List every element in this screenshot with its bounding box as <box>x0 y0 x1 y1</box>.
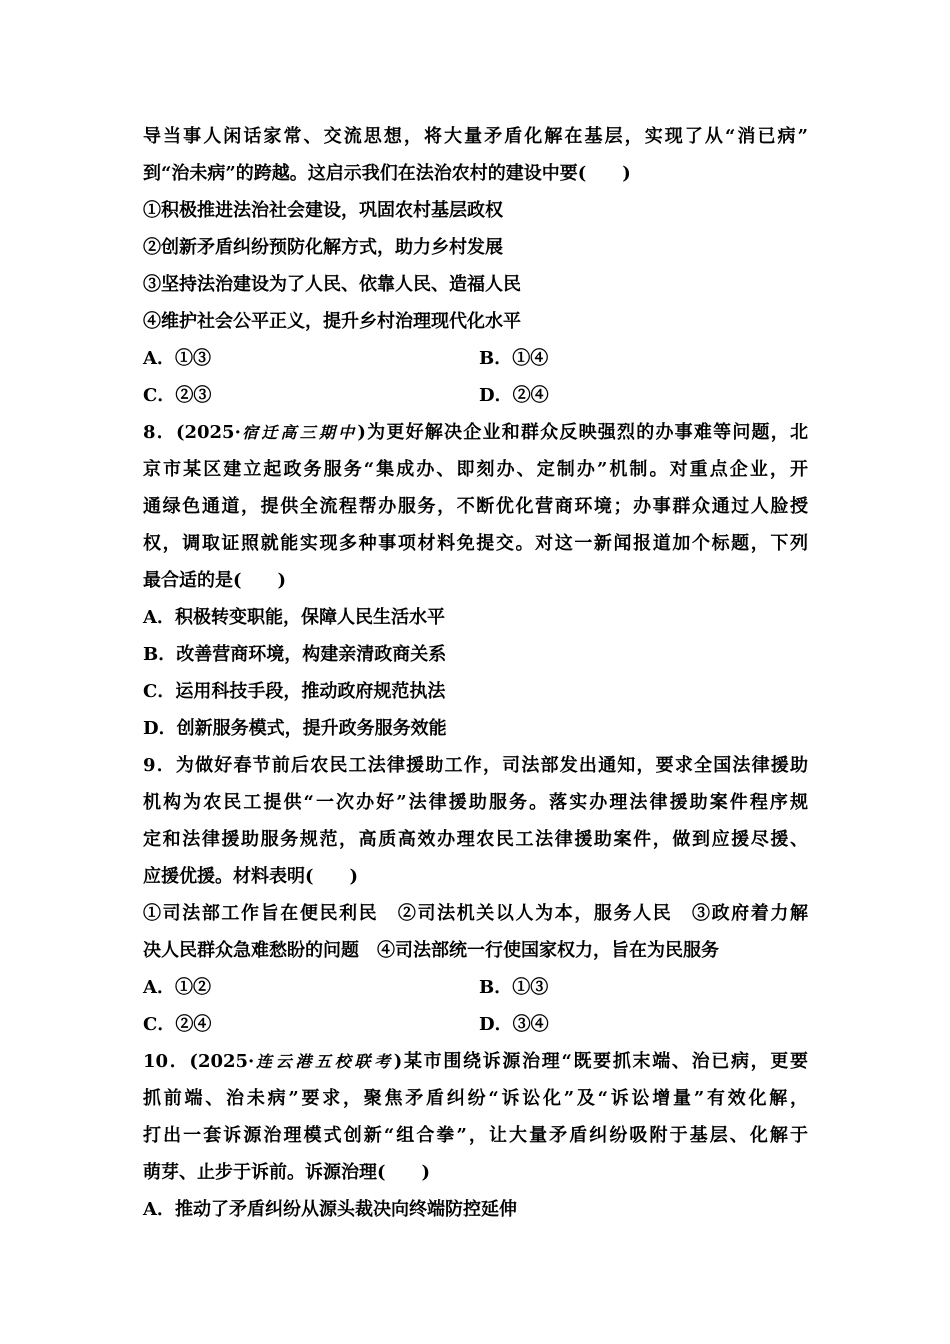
q9-statements-line: ①司法部工作旨在便民利民 ②司法机关以人为本，服务人民 ③政府着力解 <box>143 903 808 924</box>
q7-options-row <box>143 377 808 414</box>
q9-options-row <box>143 1006 808 1043</box>
q8-stem-first-line <box>143 414 808 451</box>
q9-stem-line: 定和法律援助服务规范，高质高效办理农民工法律援助案件，做到应援尽援、 <box>143 829 808 850</box>
q8-number: 8． <box>143 422 176 443</box>
q7-option-a: A．①③ <box>143 348 211 369</box>
q9-stem-line: 应援优援。材料表明( ) <box>143 866 359 887</box>
q9-statements-line: 决人民群众急难愁盼的问题 ④司法部统一行使国家权力，旨在为民服务 <box>143 940 719 961</box>
q8-stem-line: 最合适的是( ) <box>143 570 287 591</box>
q7-stem-line: 导当事人闲话家常、交流思想，将大量矛盾化解在基层，实现了从“消已病” <box>143 126 808 147</box>
q10-source-close: ) <box>393 1051 403 1072</box>
q10-stem-line: 打出一套诉源治理模式创新“组合拳”，让大量矛盾纠纷吸附于基层、化解于 <box>143 1125 808 1146</box>
q7-option-c: C．②③ <box>143 385 212 406</box>
q7-option-d: D．②④ <box>479 385 549 406</box>
q9-option-d: D．③④ <box>479 1014 549 1035</box>
q7-statement-1: ①积极推进法治社会建设，巩固农村基层政权 <box>143 200 503 221</box>
q7-statement-2: ②创新矛盾纠纷预防化解方式，助力乡村发展 <box>143 237 503 258</box>
q10-source-name: 连云港五校联考 <box>254 1052 394 1071</box>
q10-stem-line: 萌芽、止步于诉前。诉源治理( ) <box>143 1162 431 1183</box>
q10-stem-text: 某市围绕诉源治理“既要抓末端、治已病，更要 <box>402 1051 808 1072</box>
document-page <box>143 118 808 1228</box>
q9-option-c: C．②④ <box>143 1014 212 1035</box>
q8-option-c: C．运用科技手段，推动政府规范执法 <box>143 681 446 702</box>
q10-number: 10． <box>143 1051 190 1072</box>
q10-stem-first-line <box>143 1043 808 1080</box>
q9-option-a: A．①② <box>143 977 211 998</box>
q8-source-close: ) <box>357 422 366 443</box>
q7-stem-line: 到“治未病”的跨越。这启示我们在法治农村的建设中要( ) <box>143 163 631 184</box>
q9-option-b: B．①③ <box>479 977 549 998</box>
q8-source-open: (2025· <box>175 422 241 443</box>
q10-source-open: (2025· <box>189 1051 255 1072</box>
q8-option-a: A．积极转变职能，保障人民生活水平 <box>143 607 445 628</box>
q8-stem-text: 为更好解决企业和群众反映强烈的办事难等问题，北 <box>365 422 808 443</box>
q7-statement-3: ③坚持法治建设为了人民、依靠人民、造福人民 <box>143 274 521 295</box>
q9-options-row <box>143 969 808 1006</box>
q9-stem-line: 机构为农民工提供“一次办好”法律援助服务。落实办理法律援助案件程序规 <box>143 792 808 813</box>
q8-option-b: B．改善营商环境，构建亲清政商关系 <box>143 644 447 665</box>
q10-option-a: A．推动了矛盾纠纷从源头裁决向终端防控延伸 <box>143 1199 517 1220</box>
q9-stem-line: 9．为做好春节前后农民工法律援助工作，司法部发出通知，要求全国法律援助 <box>143 755 808 776</box>
q8-source-name: 宿迁高三期中 <box>240 423 358 442</box>
q7-options-row <box>143 340 808 377</box>
q8-option-d: D．创新服务模式，提升政务服务效能 <box>143 718 447 739</box>
q8-stem-line: 京市某区建立起政务服务“集成办、即刻办、定制办”机制。对重点企业，开 <box>143 459 808 480</box>
q10-stem-line: 抓前端、治未病”要求，聚焦矛盾纠纷“诉讼化”及“诉讼增量”有效化解， <box>143 1088 808 1109</box>
q8-stem-line: 权，调取证照就能实现多种事项材料免提交。对这一新闻报道加个标题，下列 <box>143 533 808 554</box>
q7-statement-4: ④维护社会公平正义，提升乡村治理现代化水平 <box>143 311 521 332</box>
q8-stem-line: 通绿色通道，提供全流程帮办服务，不断优化营商环境；办事群众通过人脸授 <box>143 496 808 517</box>
q7-option-b: B．①④ <box>479 348 549 369</box>
